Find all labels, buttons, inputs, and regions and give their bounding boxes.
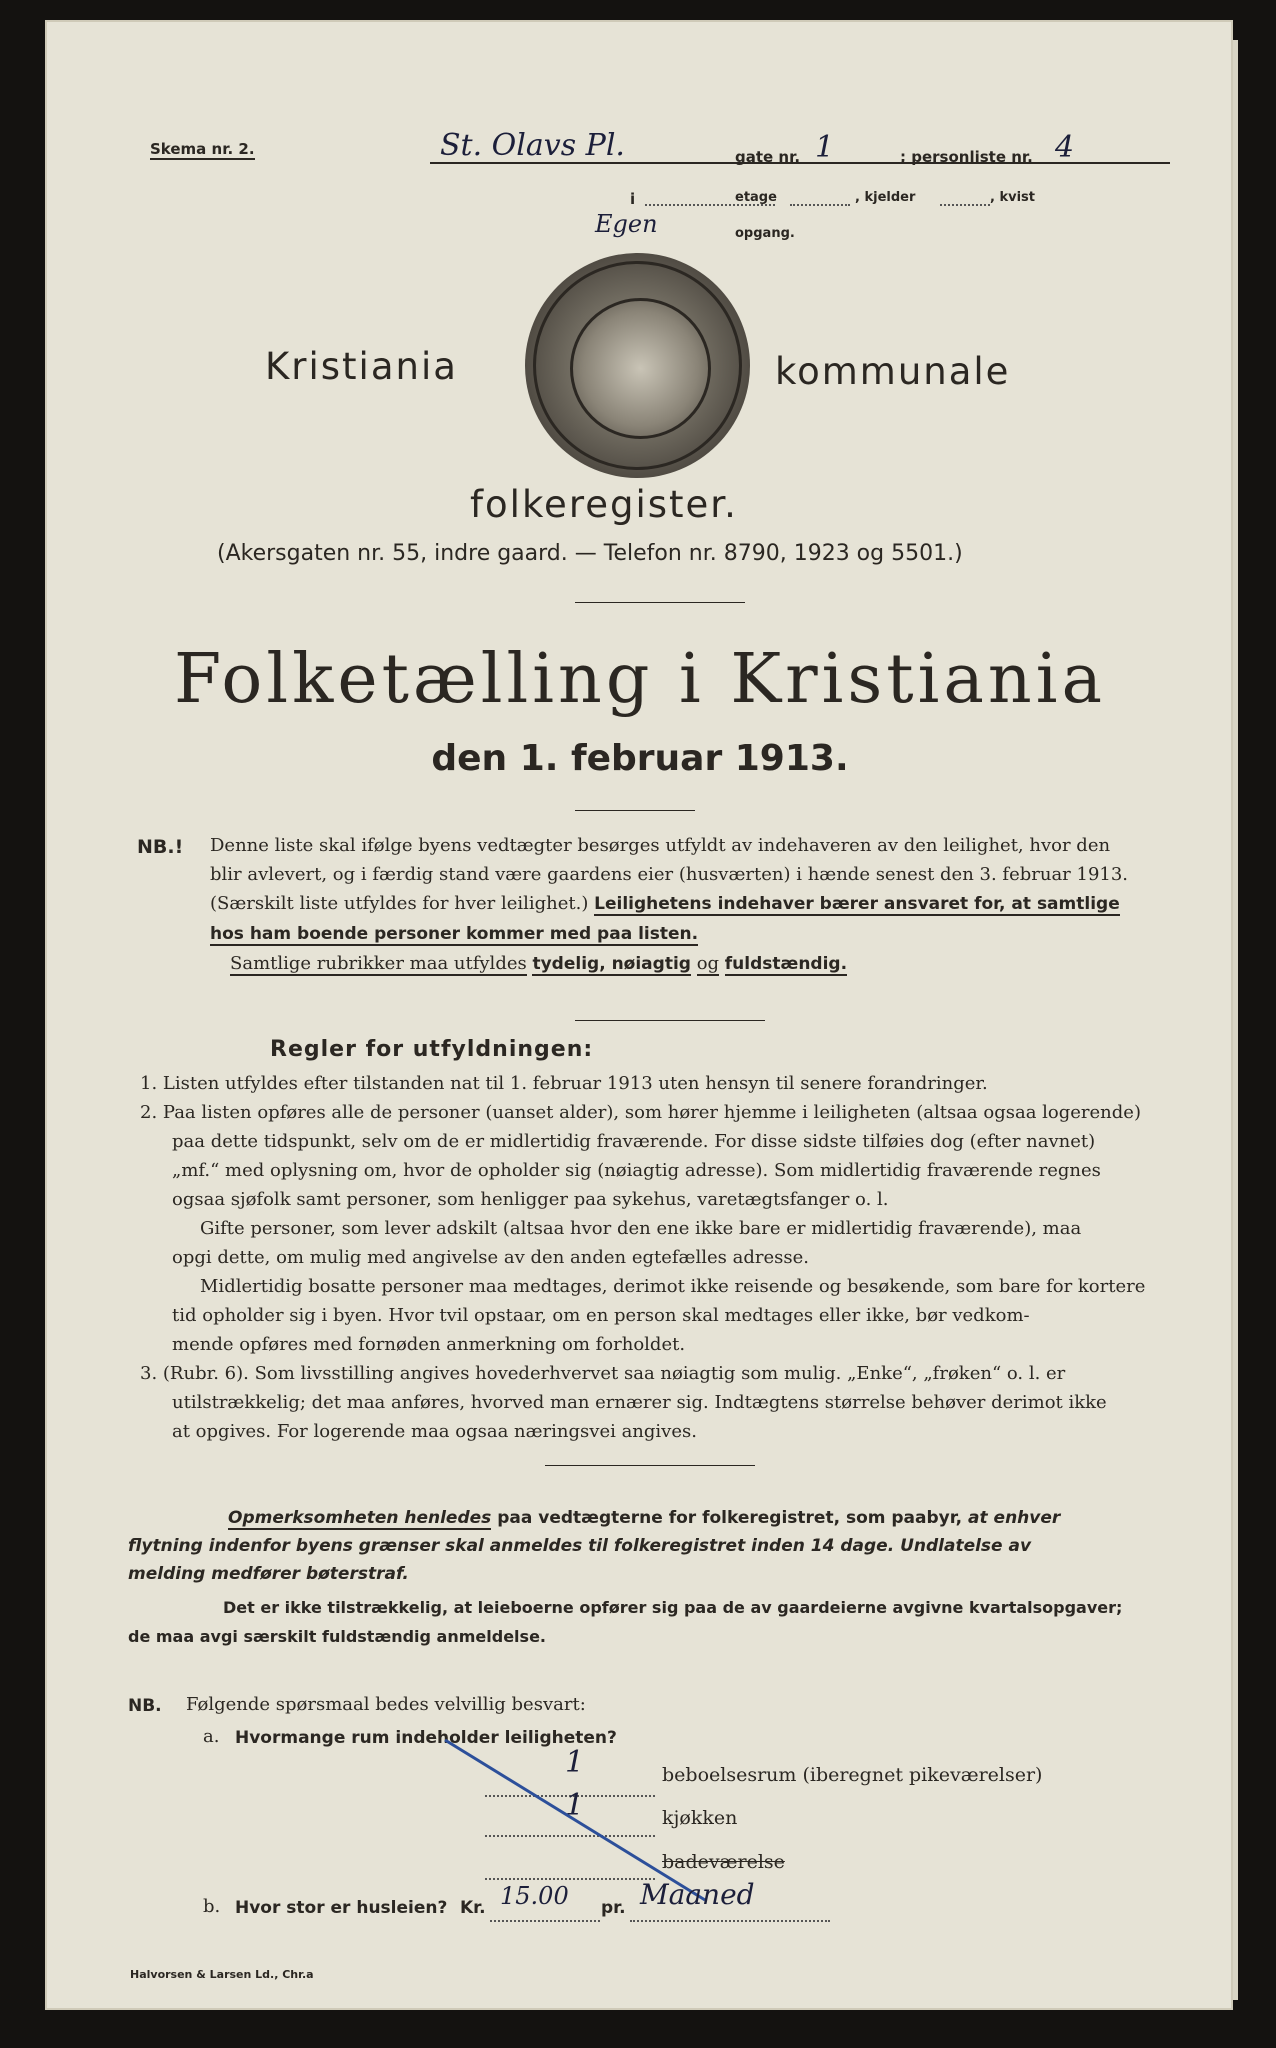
nb-divider [575, 1020, 765, 1021]
title-divider [575, 602, 745, 603]
opgang-handwriting: Egen [595, 210, 658, 238]
rooms-label-1: beboelsesrum (iberegnet pikeværelser) [662, 1764, 1043, 1786]
address-line: (Akersgaten nr. 55, indre gaard. — Telefon nr. 8790, 1923 og 5501.) [217, 541, 963, 566]
kvist-label: , kvist [990, 190, 1035, 205]
gate-label: gate nr. [735, 148, 801, 166]
opgang-label: opgang. [735, 226, 795, 241]
etage-label: etage [735, 190, 777, 205]
pr-label: pr. [601, 1898, 626, 1918]
title-kristiania: Kristiania [265, 345, 458, 388]
nb-label: NB.! [137, 836, 184, 858]
main-title: Folketælling i Kristiania [173, 640, 1107, 719]
question-a-text: Hvormange rum indeholder leiligheten? [235, 1728, 617, 1748]
regler-text: 1. Listen utfyldes efter tilstanden nat til 1. februar 1913 uten hensyn til senere forandringer. 2. Paa listen opføres alle de personer (uanset alder), som hører hjemme i leiligheten (altsaa ogsaa logerende) paa dette tidspunkt, selv om de er midlertidig fraværende. For disse sidste tilføies dog (efter navnet) „mf.“ med oplysning om, hvor de opholder sig (nøiagtig adresse). Som midlertidig fraværende regnes ogsaa sjøfolk samt personer, som henligger paa sykehus, varetægtsfanger o. l. Gifte personer, som lever adskilt (altsaa hvor den ene ikke bare er midlertidig fraværende), maa opgi dette, om mulig med angivelse av den anden egtefælles adresse. Midlertidig bosatte personer maa medtages, derimot ikke reisende og besøkende, som bare for kortere tid opholder sig i byen. Hvor tvil opstaar, om en person skal medtages eller ikke, bør vedkom- mende opføres med fornøden anmerkning om forholdet. 3. (Rubr. 6). Som livsstilling angives hovederhvervet saa nøiagtig som mulig. „Enke“, „frøken“ o. l. er utilstrækkelig; det maa anføres, hvorved man ernærer sig. Indtægtens størrelse behøver derimot ikke at opgives. For logerende maa ogsaa næringsvei angives. [140, 1073, 1146, 1442]
kvist-dots [940, 204, 990, 206]
gate-handwriting: St. Olavs Pl. [440, 128, 625, 163]
kr-dots [490, 1920, 600, 1922]
kr-value: 15.00 [500, 1882, 569, 1910]
pr-value: Maaned [640, 1878, 755, 1911]
date-divider [575, 810, 695, 811]
date-title: den 1. februar 1913. [431, 738, 849, 779]
nb-text: Denne liste skal ifølge byens vedtægter besørges utfyldt av indehaveren av den leilighet, hvor den blir avlevert, og i færdig stand være gaardens eier (husværten) i hænde senest den 3. februar 1913. (Særskilt liste utfyldes for hver leilighet.) Leilighetens indehaver bærer ansvaret for, at samtlige hos ham boende personer kommer med paa listen. Samtlige rubrikker maa utfyldes tydelig, nøiagtig og fuldstændig. [210, 835, 1129, 974]
title-folkeregister: folkeregister. [470, 483, 738, 526]
notice-text-2: Det er ikke tilstrækkelig, at leieboerne opfører sig paa de av gaardeierne avgivne kvartalsopgaver; de maa avgi særskilt fuldstændig anmeldelse. [128, 1598, 1123, 1646]
skema-label: Skema nr. 2. [150, 140, 255, 158]
questions-intro: Følgende spørsmaal bedes velvillig besvart: [186, 1694, 586, 1715]
notice-text: Opmerksomheten henledes paa vedtægterne for folkeregistret, som paabyr, at enhver flytning indenfor byens grænser skal anmeldes til folkeregistret inden 14 dage. Undlatelse av melding medfører bøterstraf. [128, 1508, 1061, 1584]
city-seal-icon [525, 253, 750, 478]
personliste-handwriting: 4 [1055, 130, 1075, 165]
i-label: i [630, 190, 636, 208]
question-b-text: Hvor stor er husleien? [235, 1898, 448, 1918]
question-b-label: b. [203, 1896, 221, 1917]
rooms-value-2: 1 [565, 1788, 585, 1823]
questions-nb: NB. [128, 1696, 162, 1716]
kr-label: Kr. [460, 1898, 486, 1918]
gate-nr-handwriting: 1 [815, 130, 835, 165]
regler-divider [545, 1465, 755, 1466]
rooms-label-3: badeværelse [662, 1851, 785, 1873]
census-form [45, 20, 1233, 2010]
rooms-label-2: kjøkken [662, 1807, 738, 1829]
personliste-label: ; personliste nr. [900, 148, 1033, 166]
pr-dots [630, 1920, 830, 1922]
regler-heading: Regler for utfyldningen: [270, 1037, 594, 1062]
kjelder-dots [790, 204, 850, 206]
printer-footer: Halvorsen & Larsen Ld., Chr.a [130, 1968, 314, 1981]
question-a-label: a. [203, 1726, 220, 1747]
rooms-value-1: 1 [565, 1745, 585, 1780]
title-kommunale: kommunale [775, 350, 1011, 393]
kjelder-label: , kjelder [855, 190, 916, 205]
